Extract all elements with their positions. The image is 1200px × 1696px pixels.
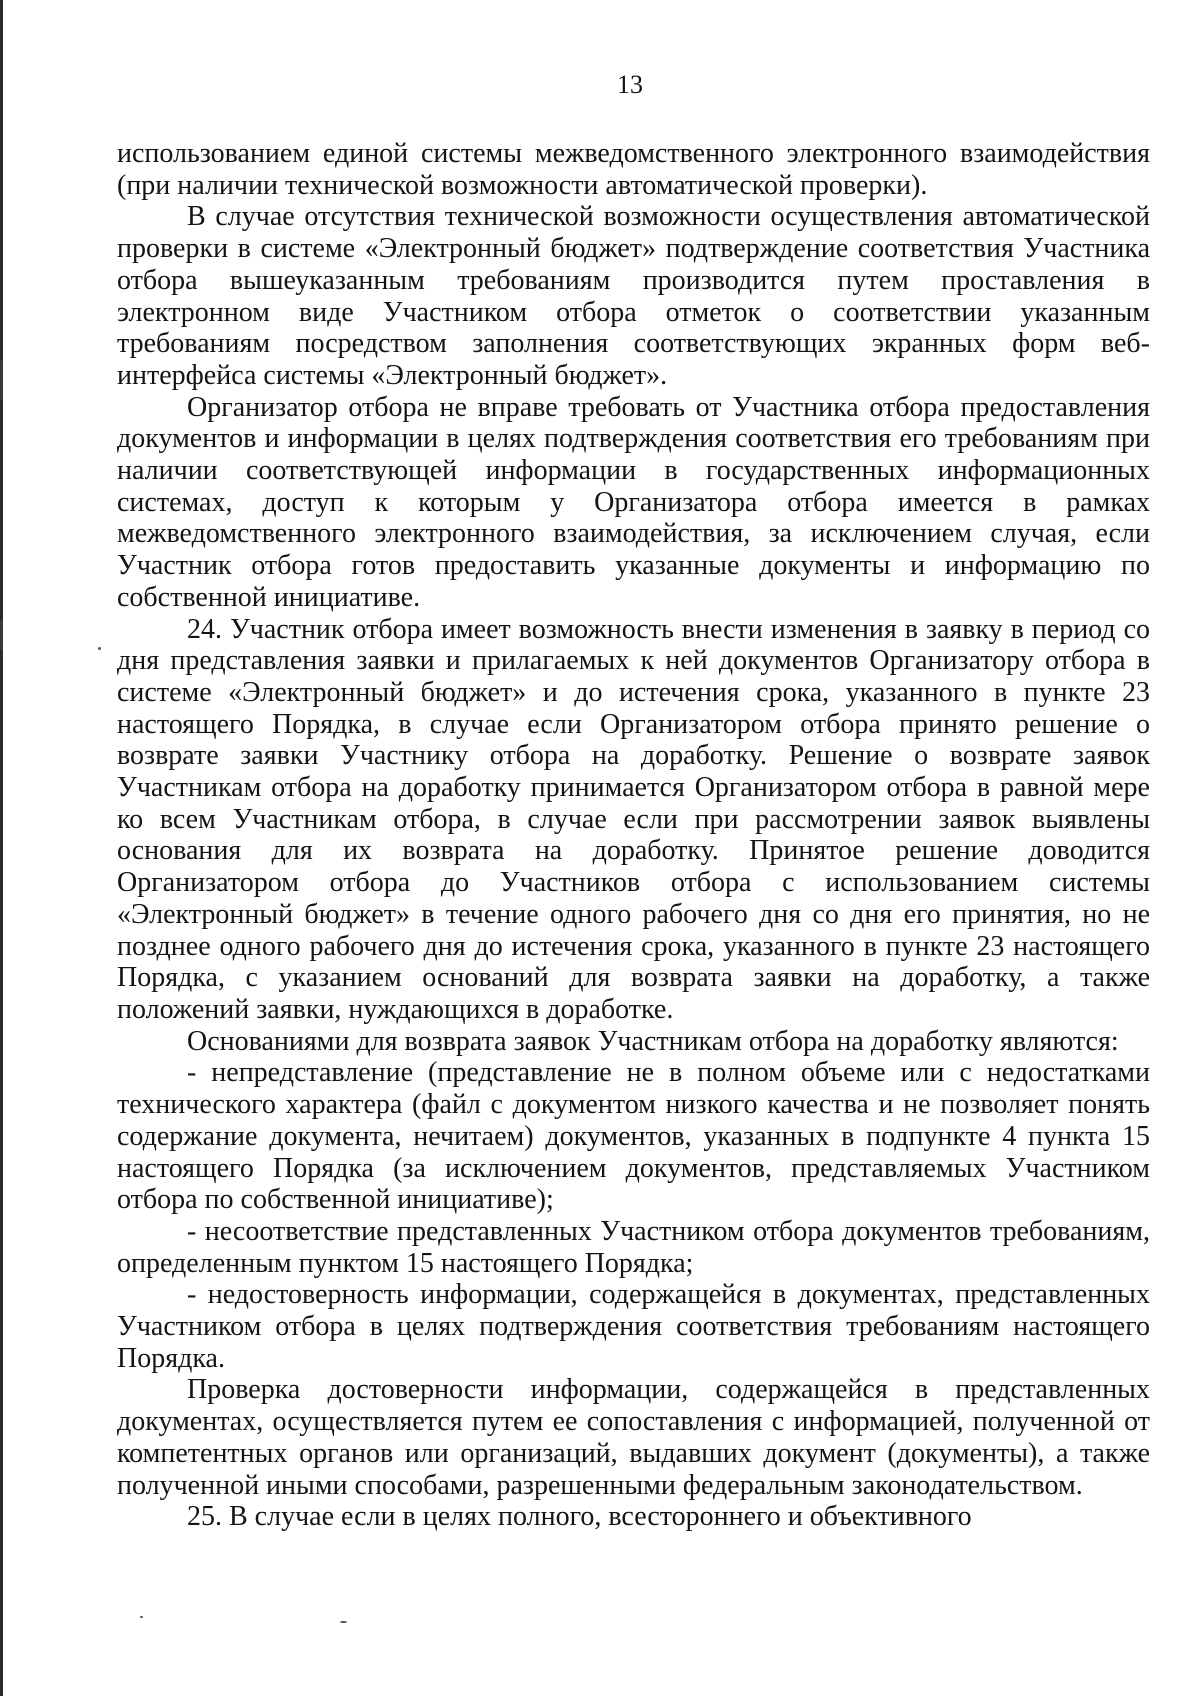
paragraph-organizer-restriction: Организатор отбора не вправе требовать от Участника отбора предоставления документов и информации в целях подтверждения соответствия его требованиям при наличии соответствующей информации в государственных информационных системах, доступ к которым у Организатора отбора имеется в рамках межведомственного электронного взаимодействия, за исключением случая, если Участник отбора готов предоставить указанные документы и информацию по собственной инициативе. [117, 391, 1150, 613]
scan-border-mark [0, 360, 3, 400]
list-item-unreliability: - недостоверность информации, содержащейся в документах, представленных Участником отбора в целях подтверждения соответствия требованиям настоящего Порядка. [117, 1279, 1150, 1374]
scan-border [0, 0, 3, 1696]
paragraph-return-grounds-intro: Основаниями для возврата заявок Участникам отбора на доработку являются: [187, 1025, 1119, 1057]
page-number: 13 [617, 70, 643, 99]
paragraph-verification: Проверка достоверности информации, содержащейся в представленных документах, осуществляется путем ее сопоставления с информацией, полученной от компетентных органов или организаций, выдавших документ (документы), а также полученной иными способами, разрешенными федеральным законодательством. [117, 1374, 1150, 1501]
document-body [117, 138, 1150, 1533]
scan-speck [140, 1616, 143, 1618]
list-item-non-compliance: - несоответствие представленных Участником отбора документов требованиям, определенным пунктом 15 настоящего Порядка; [117, 1215, 1150, 1279]
paragraph-clause-24: 24. Участник отбора имеет возможность внести изменения в заявку в период со дня представления заявки и прилагаемых к ней документов Организатору отбора в системе «Электронный бюджет» и до истечения срока, указанного в пункте 23 настоящего Порядка, в случае если Организатором отбора принято решение о возврате заявки Участнику отбора на доработку. Решение о возврате заявок Участникам отбора на доработку принимается Организатором отбора в равной мере ко всем Участникам отбора, в случае если при рассмотрении заявок выявлены основания для их возврата на доработку. Принятое решение доводится Организатором отбора до Участников отбора с использованием системы «Электронный бюджет» в течение одного рабочего дня со дня его принятия, но не позднее одного рабочего дня до истечения срока, указанного в пункте 23 настоящего Порядка, с указанием оснований для возврата заявки на доработку, а также положений заявки, нуждающихся в доработке. [117, 613, 1150, 1025]
scan-border-mark [0, 620, 3, 650]
scan-speck [340, 1621, 347, 1623]
scan-speck [98, 647, 101, 650]
list-item-non-submission: - непредставление (представление не в полном объеме или с недостатками технического характера (файл с документом низкого качества и не позволяет понять содержание документа, нечитаем) документов, указанных в подпункте 4 пункта 15 настоящего Порядка (за исключением документов, представляемых Участником отбора по собственной инициативе); [117, 1057, 1150, 1216]
paragraph-clause-25: 25. В случае если в целях полного, всестороннего и объективного [187, 1501, 972, 1533]
paragraph-manual-check: В случае отсутствия технической возможности осуществления автоматической проверки в системе «Электронный бюджет» подтверждение соответствия Участника отбора вышеуказанным требованиям производится путем проставления в электронном виде Участником отбора отметок о соответствии указанным требованиям посредством заполнения соответствующих экранных форм веб-интерфейса системы «Электронный бюджет». [117, 201, 1150, 391]
paragraph-continuation: использованием единой системы межведомственного электронного взаимодействия (при наличии технической возможности автоматической проверки). [117, 138, 1150, 201]
